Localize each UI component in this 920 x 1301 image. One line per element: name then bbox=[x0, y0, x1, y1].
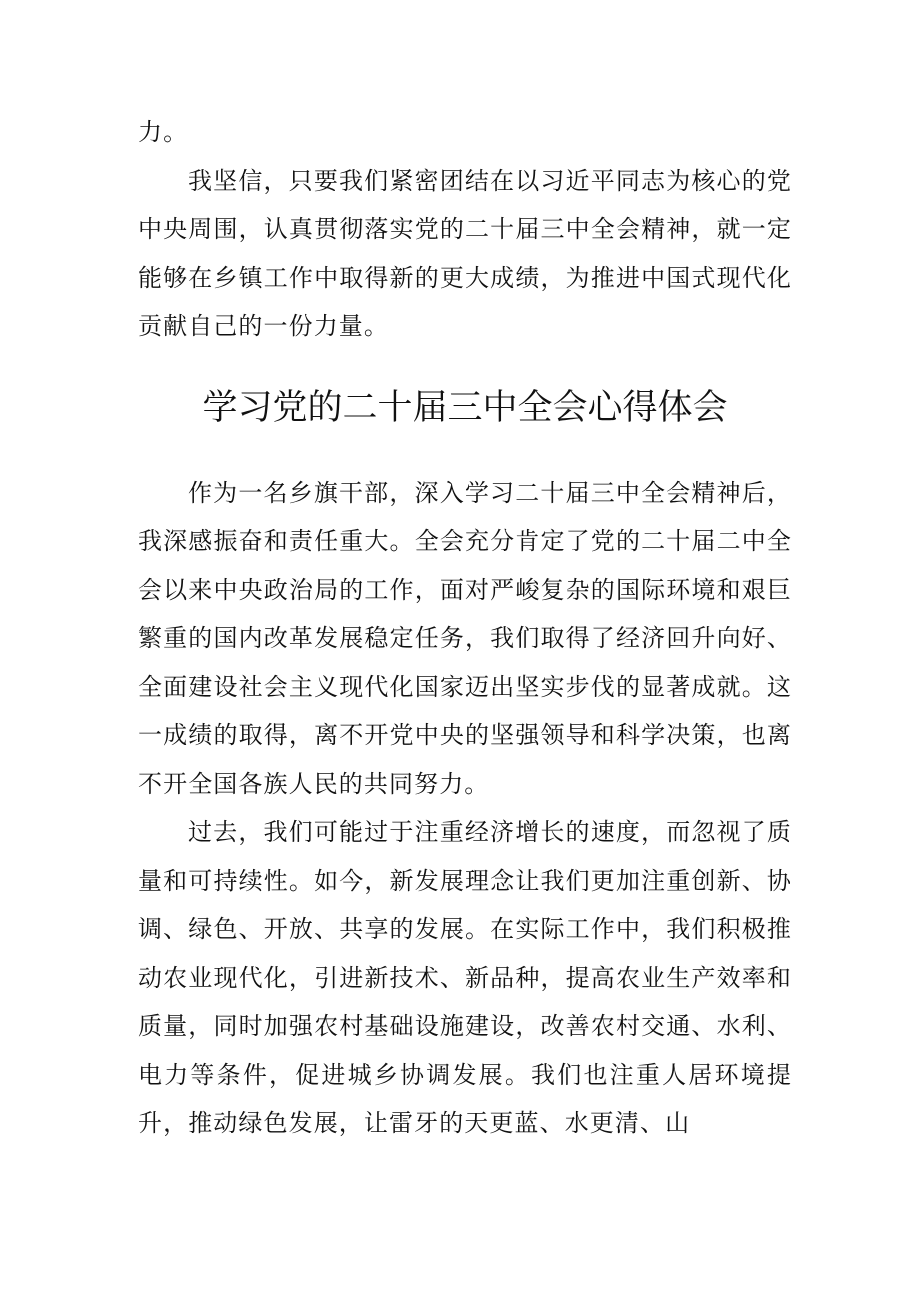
body-paragraph-1: 作为一名乡旗干部，深入学习二十届三中全会精神后，我深感振奋和责任重大。全会充分肯定了党的二十届二中全会以来中央政治局的工作，面对严峻复杂的国际环境和艰巨繁重的国内改革发展稳定任务，我们取得了经济回升向好、全面建设社会主义现代化国家迈出坚实步伐的显著成就。这一成绩的取得，离不开党中央的坚强领导和科学决策，也离不开全国各族人民的共同努力。 bbox=[138, 478, 792, 798]
body-paragraph-2: 过去，我们可能过于注重经济增长的速度，而忽视了质量和可持续性。如今，新发展理念让我们更加注重创新、协调、绿色、开放、共享的发展。在实际工作中，我们积极推动农业现代化，引进新技术、新品种，提高农业生产效率和质量，同时加强农村基础设施建设，改善农村交通、水利、电力等条件，促进城乡协调发展。我们也注重人居环境提升，推动绿色发展，让雷牙的天更蓝、水更清、山 bbox=[138, 818, 792, 1137]
document-page bbox=[138, 108, 792, 1148]
article-title: 学习党的二十届三中全会心得体会 bbox=[202, 387, 728, 428]
continuation-text: 力。 bbox=[138, 118, 189, 146]
closing-paragraph: 我坚信，只要我们紧密团结在以习近平同志为核心的党中央周围，认真贯彻落实党的二十届三中全会精神，就一定能够在乡镇工作中取得新的更大成绩，为推进中国式现代化贡献自己的一份力量。 bbox=[138, 166, 792, 340]
